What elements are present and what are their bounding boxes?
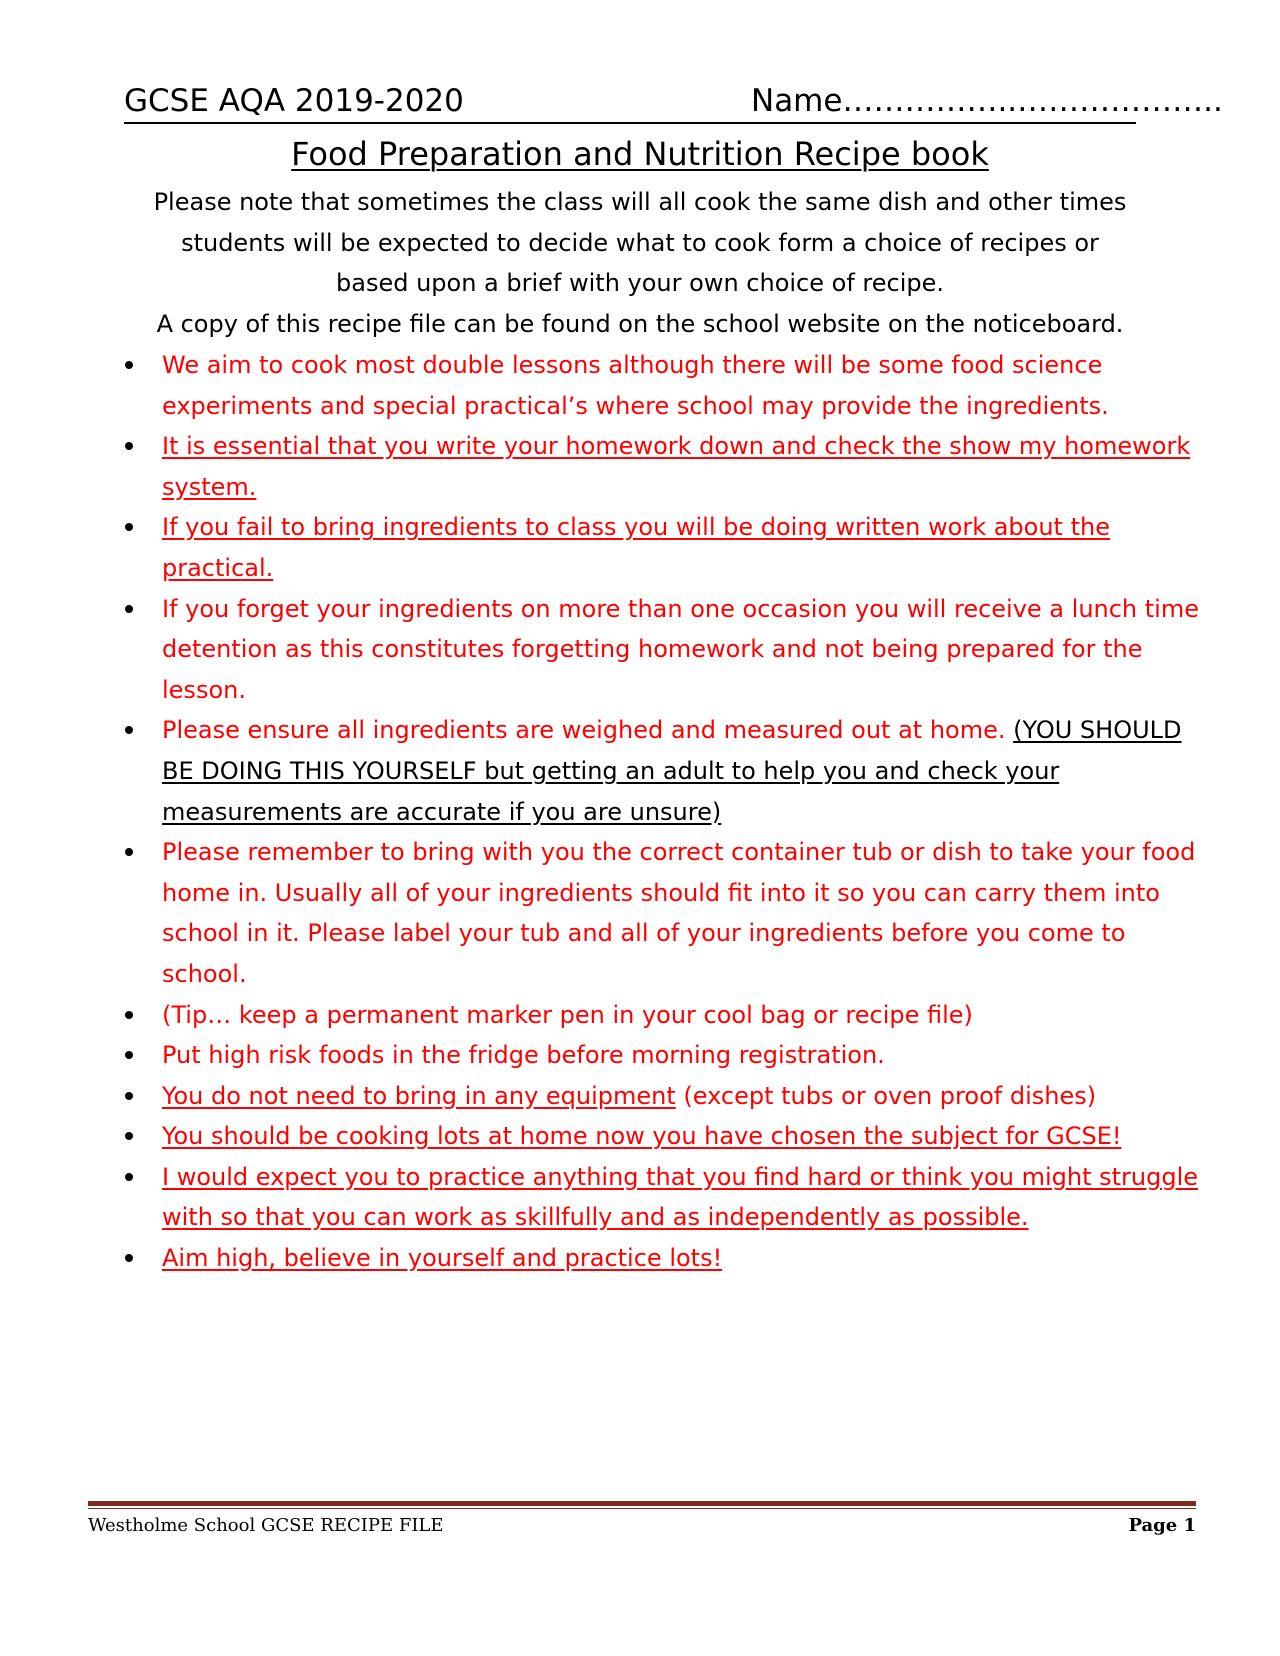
footer-page-number: Page 1 xyxy=(1128,1515,1196,1536)
note-text: It is essential that you write your homework down and check the show my homework system. xyxy=(162,432,1191,501)
note-text: You do not need to bring in any equipment xyxy=(162,1081,676,1110)
list-item xyxy=(0,426,1207,507)
note-text: You should be cooking lots at home now you have chosen the subject for GCSE! xyxy=(162,1122,1122,1151)
bullet-icon xyxy=(125,1092,133,1100)
bullet-icon xyxy=(125,1051,133,1059)
intro-line: Please note that sometimes the class will all cook the same dish and other times xyxy=(153,188,1127,216)
list-item xyxy=(0,832,1207,994)
list-item xyxy=(0,1238,1207,1279)
note-text: If you forget your ingredients on more than one occasion you will receive a lunch time detention as this constitutes forgetting homework and not being prepared for the lesson. xyxy=(162,594,1199,704)
intro-line: based upon a brief with your own choice of recipe. xyxy=(336,269,944,297)
list-item xyxy=(0,345,1207,426)
list-item xyxy=(0,995,1207,1036)
notes-list xyxy=(0,345,1280,1279)
note-text: Please ensure all ingredients are weighed and measured out at home. xyxy=(162,716,1014,745)
name-field: Name……………..……………….. xyxy=(751,83,1223,119)
note-text: Please remember to bring with you the correct container tub or dish to take your food home in. Usually all of your ingredients should fit into it so you can carry them into school in it. Please label your tub and all of your ingredients before you come to school. xyxy=(162,838,1196,988)
bullet-icon xyxy=(125,1254,133,1262)
note-text: Put high risk foods in the fridge before morning registration. xyxy=(162,1041,885,1070)
bullet-icon xyxy=(125,1011,133,1019)
bullet-icon xyxy=(125,726,133,734)
footer-school-name: Westholme School GCSE RECIPE FILE xyxy=(88,1515,444,1536)
footer-divider xyxy=(88,1501,1196,1506)
page-title-text: Food Preparation and Nutrition Recipe book xyxy=(291,135,989,173)
bullet-icon xyxy=(125,848,133,856)
note-text: Aim high, believe in yourself and practice lots! xyxy=(162,1244,723,1273)
note-extra-text: (except tubs or oven proof dishes) xyxy=(675,1081,1097,1110)
course-title: GCSE AQA 2019-2020 xyxy=(124,83,464,119)
bullet-icon xyxy=(125,605,133,613)
intro-paragraph xyxy=(80,182,1200,344)
header-line xyxy=(124,82,1223,124)
note-text: I would expect you to practice anything that you find hard or think you might struggle with so that you can work as skillfully and as independently as possible. xyxy=(162,1162,1199,1232)
bullet-icon xyxy=(125,1173,133,1181)
intro-line: students will be expected to decide what to cook form a choice of recipes or xyxy=(181,228,1099,257)
bullet-icon xyxy=(125,361,133,369)
note-text: We aim to cook most double lessons although there will be some food science experiments and special practical’s where school may provide the ingredients. xyxy=(162,351,1109,420)
list-item xyxy=(0,1157,1207,1238)
list-item xyxy=(0,589,1207,711)
list-item xyxy=(0,1116,1207,1157)
footer-divider-thin xyxy=(88,1508,1196,1509)
note-extra-text: (YOU SHOULD BE DOING THIS YOURSELF but getting an adult to help you and check your measurements are accurate if you are unsure) xyxy=(162,716,1182,826)
list-item xyxy=(0,710,1207,832)
bullet-icon xyxy=(125,1132,133,1140)
list-item xyxy=(0,507,1207,588)
page-title xyxy=(0,134,1280,174)
list-item xyxy=(0,1035,1207,1076)
note-text: (Tip… keep a permanent marker pen in your cool bag or recipe file) xyxy=(162,1000,973,1029)
intro-line: A copy of this recipe file can be found on the school website on the noticeboard. xyxy=(156,309,1124,338)
list-item xyxy=(0,1076,1207,1117)
note-text: If you fail to bring ingredients to class you will be doing written work about the practical. xyxy=(162,513,1110,582)
bullet-icon xyxy=(125,442,133,450)
bullet-icon xyxy=(125,523,133,531)
